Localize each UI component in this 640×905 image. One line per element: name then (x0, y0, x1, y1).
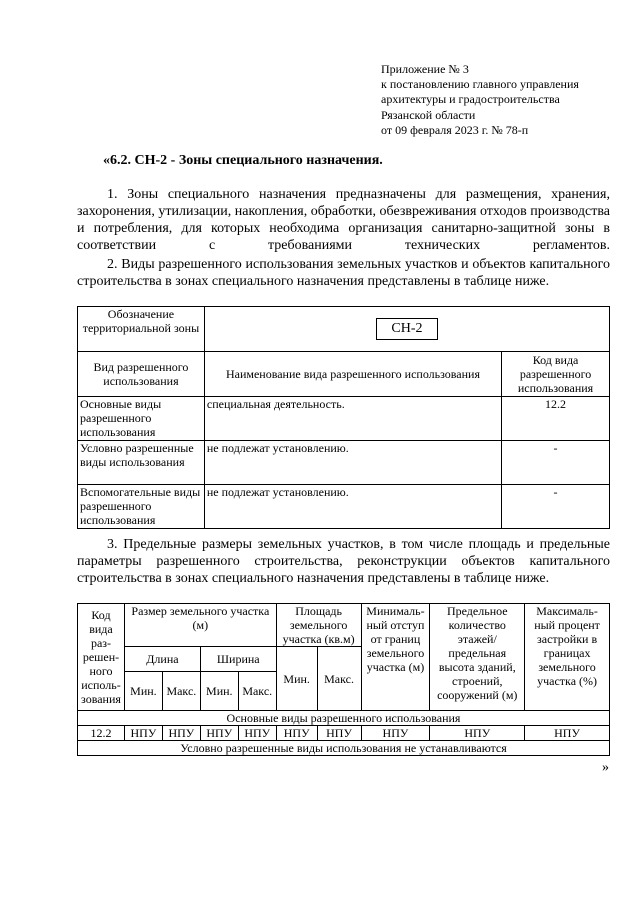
permitted-use-table (77, 306, 610, 529)
paragraph-2: 2. Виды разрешенного использования земельных участков и объектов капитального строительства в зонах специального назначения представлены в таблице ниже. (77, 257, 610, 289)
cell-value: НПУ (200, 726, 238, 741)
table-row (78, 726, 610, 741)
row-code: 12.2 (502, 397, 610, 441)
zone-label-cell: Обозначение территориальной зоны (78, 307, 205, 352)
header-area: Площадь земельного участка (кв.м) (276, 604, 361, 647)
header-floors: Предельное количество этажей/ предельная высота зданий, строений, сооружений (м) (430, 604, 525, 711)
cell-value: НПУ (238, 726, 276, 741)
appendix-line: Приложение № 3 (381, 62, 469, 76)
header-width-max: Макс. (238, 672, 276, 711)
section-heading: «6.2. СН-2 - Зоны специального назначения. (103, 153, 383, 168)
section-main: Основные виды разрешенного использования (78, 711, 610, 726)
row-kind: Условно разрешенные виды использования (78, 441, 205, 485)
section-conditional: Условно разрешенные виды использования не устанавливаются (78, 741, 610, 756)
closing-quote: » (602, 760, 609, 775)
header-width-min: Мин. (200, 672, 238, 711)
header-code: Код вида раз-решен-ного исполь-зования (78, 604, 125, 711)
header-name: Наименование вида разрешенного использования (204, 352, 501, 397)
header-code: Код вида разрешенного использования (502, 352, 610, 397)
cell-value: НПУ (317, 726, 361, 741)
header-area-max: Макс. (317, 647, 361, 711)
appendix-line: Рязанской области (381, 107, 476, 122)
parameters-table (77, 603, 610, 756)
row-name: специальная деятельность. (204, 397, 501, 441)
header-length-min: Мин. (124, 672, 162, 711)
cell-value: НПУ (276, 726, 317, 741)
appendix-header (381, 62, 579, 138)
row-kind: Вспомогательные виды разрешенного использования (78, 485, 205, 529)
header-kind: Вид разрешенного использования (78, 352, 205, 397)
zone-code: СН-2 (376, 318, 437, 340)
table-row (78, 485, 610, 529)
row-name: не подлежат установлению. (204, 485, 501, 529)
zone-code-cell (204, 307, 609, 352)
cell-value: НПУ (525, 726, 610, 741)
paragraph-1: 1. Зоны специального назначения предназначены для размещения, хранения, захоронения, утилизации, накопления, обработки, обезвреживания отходов производства и потребления, для которых необходима организация санитарно-защитной зоны в соответствии с требованиями технических регламентов. (77, 187, 610, 253)
cell-value: НПУ (162, 726, 200, 741)
header-indent: Минималь-ный отступ от границ земельного участка (м) (361, 604, 430, 711)
appendix-line: от 09 февраля 2023 г. № 78-п (381, 122, 529, 137)
header-percent: Максималь-ный процент застройки в границах земельного участка (%) (525, 604, 610, 711)
cell-value: НПУ (124, 726, 162, 741)
cell-value: НПУ (430, 726, 525, 741)
row-code: - (502, 441, 610, 485)
paragraph-3: 3. Предельные размеры земельных участков, в том числе площадь и предельные параметры разрешенного строительства, реконструкции объектов капитального строительства в зонах специального назначения представлены в таблице ниже. (77, 537, 610, 586)
row-code: - (502, 485, 610, 529)
header-size: Размер земельного участка (м) (124, 604, 276, 647)
header-width: Ширина (200, 647, 276, 672)
table-row (78, 397, 610, 441)
table-row (78, 441, 610, 485)
appendix-line: архитектуры и градостроительства (381, 92, 560, 107)
row-kind: Основные виды разрешенного использования (78, 397, 205, 441)
header-area-min: Мин. (276, 647, 317, 711)
header-length-max: Макс. (162, 672, 200, 711)
appendix-line: к постановлению главного управления (381, 77, 579, 92)
header-length: Длина (124, 647, 200, 672)
row-name: не подлежат установлению. (204, 441, 501, 485)
cell-value: НПУ (361, 726, 430, 741)
cell-code: 12.2 (78, 726, 125, 741)
